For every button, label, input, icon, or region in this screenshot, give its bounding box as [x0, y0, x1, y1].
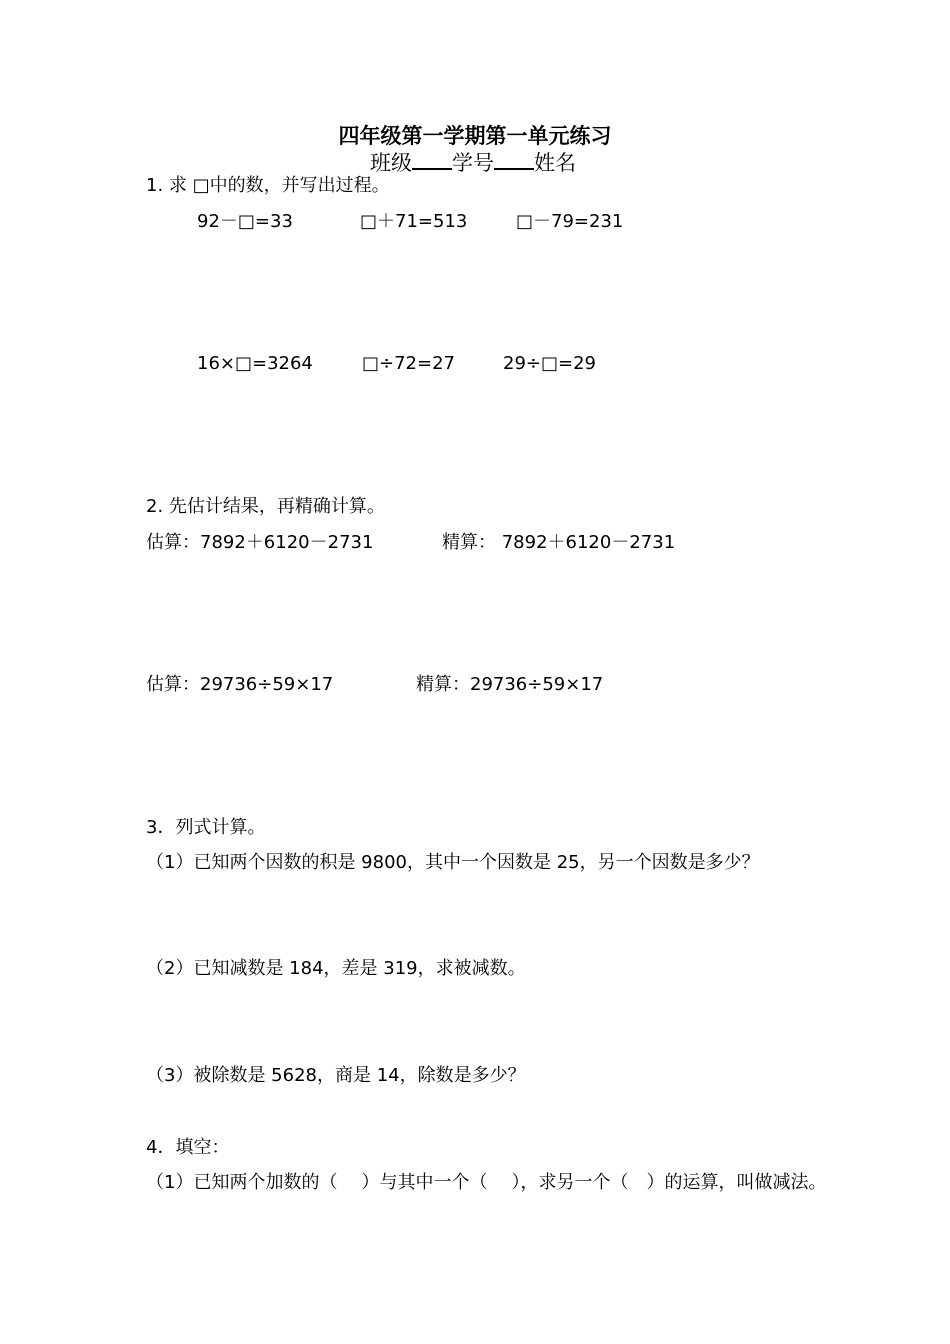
q2-exact: 精算： 7892＋6120－2731 — [442, 532, 676, 553]
number-blank[interactable] — [494, 150, 534, 170]
q1-equation: 16×□=3264 — [197, 353, 313, 374]
q3-heading: 3．列式计算。 — [146, 817, 266, 838]
q4-item-part: ），求另一个（ — [511, 1172, 629, 1193]
q4-item — [146, 1171, 826, 1195]
q2-estimate: 估算：7892＋6120－2731 — [146, 532, 374, 553]
q3-item: （3）被除数是 5628，商是 14，除数是多少？ — [146, 1065, 526, 1086]
q1-equation: 29÷□=29 — [503, 353, 596, 374]
q4-heading: 4．填空： — [146, 1137, 230, 1158]
q1-equation: □÷72=27 — [362, 353, 455, 374]
q1-equation: □＋71=513 — [360, 211, 468, 232]
header-fields — [370, 150, 576, 176]
q4-item-part: ）的运算，叫做减法。 — [646, 1172, 827, 1193]
q1-equation: □－79=231 — [516, 211, 624, 232]
number-label: 学号 — [452, 151, 494, 175]
q4-item-part: （1）已知两个加数的（ — [146, 1172, 338, 1193]
name-label: 姓名 — [534, 151, 576, 175]
q1-equation: 92－□=33 — [197, 211, 293, 232]
class-label: 班级 — [370, 151, 412, 175]
q1-heading: 1. 求 □中的数，并写出过程。 — [146, 175, 390, 196]
q3-item: （1）已知两个因数的积是 9800，其中一个因数是 25，另一个因数是多少？ — [146, 852, 760, 873]
q2-estimate: 估算：29736÷59×17 — [146, 674, 334, 695]
q3-item: （2）已知减数是 184，差是 319，求被减数。 — [146, 958, 526, 979]
q4-item-part: ）与其中一个（ — [361, 1172, 488, 1193]
q2-heading: 2. 先估计结果，再精确计算。 — [146, 496, 385, 517]
class-blank[interactable] — [412, 150, 452, 170]
page-title: 四年级第一学期第一单元练习 — [338, 124, 612, 148]
q2-exact: 精算：29736÷59×17 — [416, 674, 604, 695]
